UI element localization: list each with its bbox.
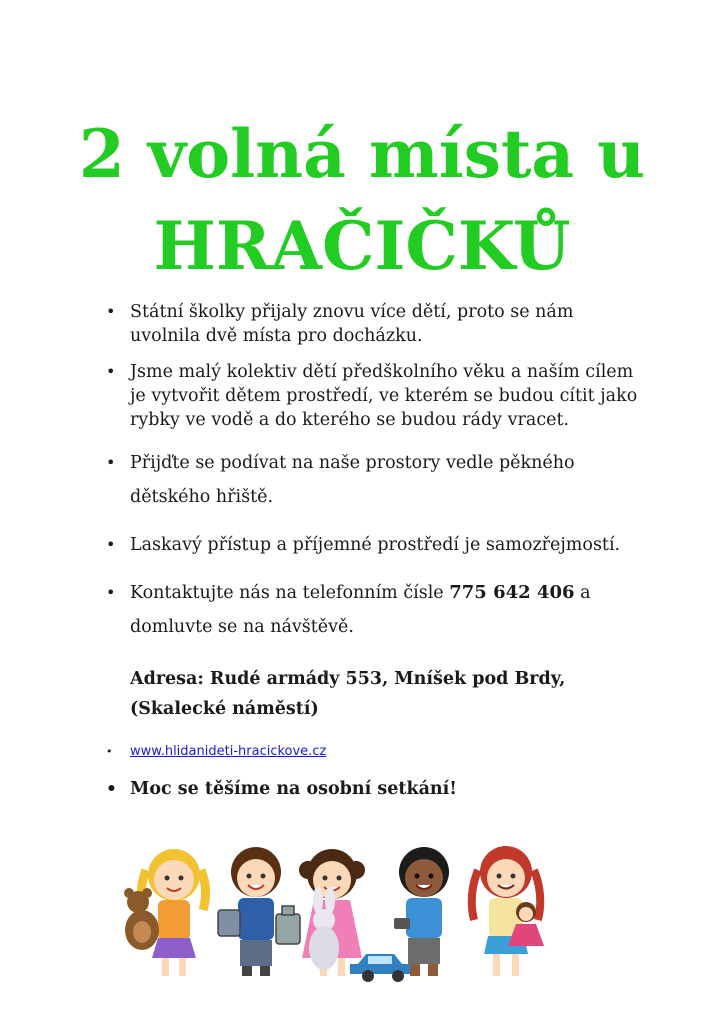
page-title	[0, 108, 724, 292]
toy-car-icon	[350, 954, 410, 982]
list-item	[106, 300, 646, 348]
bullet-icon: •	[106, 362, 116, 381]
children-illustration	[106, 840, 556, 985]
closing-text: Moc se těšíme na osobní setkání!	[130, 779, 457, 799]
phone-number: 775 642 406	[449, 582, 575, 603]
list-item-text: Státní školky přijaly znovu více dětí, proto se nám uvolnila dvě místa pro docházku.	[130, 302, 574, 346]
list-item-text: Laskavý přístup a příjemné prostředí je samozřejmostí.	[130, 535, 621, 555]
bullet-icon: •	[106, 779, 117, 799]
list-item	[106, 528, 646, 562]
kid-girl-bunny-icon	[299, 849, 365, 976]
closing-item	[106, 776, 646, 802]
kid-girl-doll-icon	[472, 846, 544, 976]
title-line-2: HRAČIČKŮ	[153, 207, 571, 285]
list-item	[106, 446, 646, 514]
list-item-text: Jsme malý kolektiv dětí předškolního věku a naším cílem je vytvořit dětem prostředí, ve kterém se budou cítit jako rybky ve vodě a do kterého se budou rády vracet.	[130, 362, 638, 430]
bullet-icon: •	[106, 453, 116, 472]
list-item-text: Přijďte se podívat na naše prostory vedle pěkného dětského hřiště.	[130, 453, 575, 507]
title-line-1: 2 volná místa u	[78, 115, 646, 193]
contact-text: Kontaktujte nás na telefonním čísle	[130, 583, 450, 603]
info-list	[106, 300, 646, 802]
kid-boy-robot-icon	[218, 847, 300, 976]
list-item	[106, 360, 646, 432]
kid-boy-remote-icon	[394, 847, 449, 976]
website-link[interactable]: www.hlidanideti-hracickove.cz	[130, 744, 327, 759]
website-item	[106, 742, 646, 762]
bullet-icon: •	[106, 745, 113, 758]
address: Adresa: Rudé armády 553, Mníšek pod Brdy, (Skalecké náměstí)	[130, 669, 566, 719]
kid-girl-teddy-icon	[124, 849, 206, 976]
bullet-icon: •	[106, 302, 116, 321]
contact-item	[106, 576, 646, 644]
bullet-icon: •	[106, 535, 116, 554]
bullet-icon: •	[106, 583, 116, 602]
contact-text-end: a domluvte se na návštěvě.	[130, 583, 591, 637]
